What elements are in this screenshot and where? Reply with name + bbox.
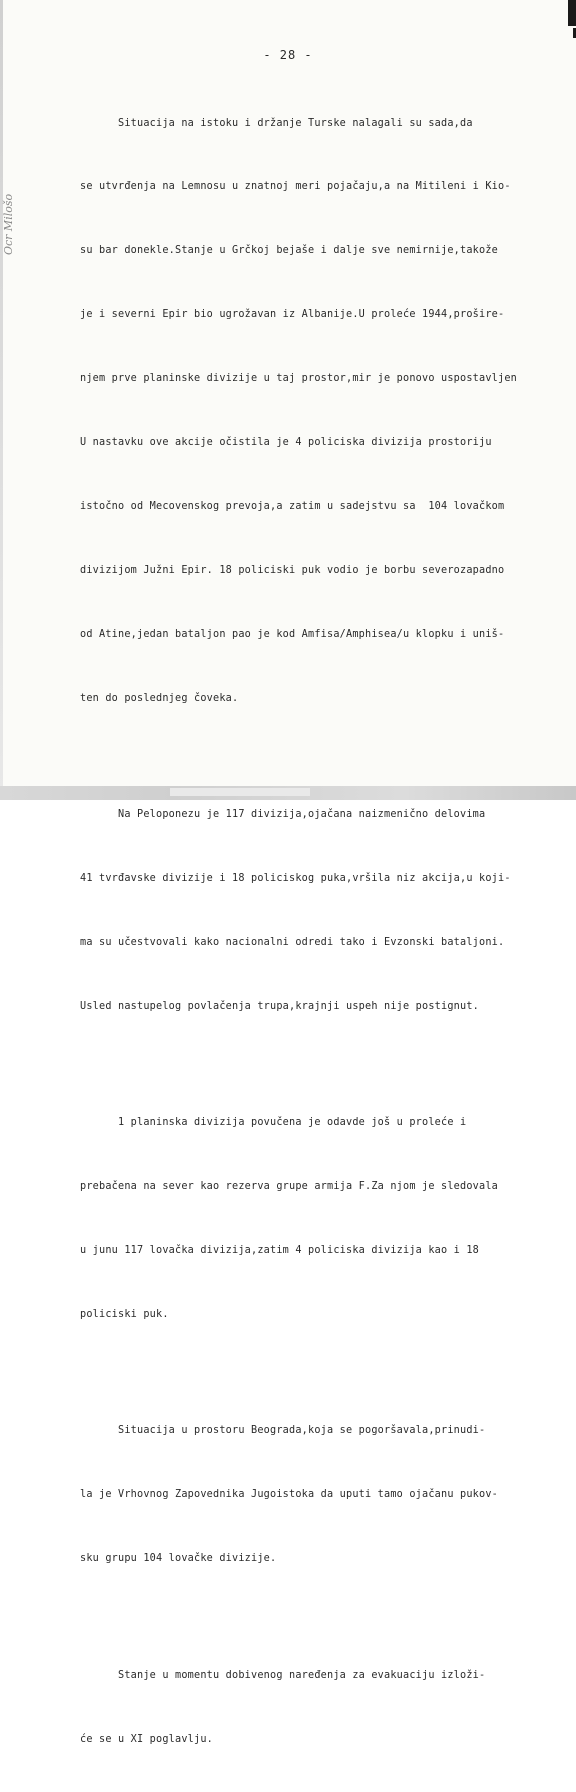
margin-note: Ocr Milošo	[2, 193, 15, 255]
text-line: Stanje u momentu dobivenog naređenja za evakuaciju izloži-	[80, 1669, 486, 1681]
text-line: 1 planinska divizija povučena je odavde još u proleće i	[80, 1117, 467, 1129]
text-line: Na Peloponezu je 117 divizija,ojačana naizmenično delovima	[80, 809, 486, 821]
text-line: su bar donekle.Stanje u Grčkoj bejaše i dalje sve nemirnije,takože	[80, 245, 499, 257]
text-line: njem prve planinske divizije u taj prostor,mir je ponovo uspostavljen	[80, 373, 518, 385]
text-line: sku grupu 104 lovačke divizije.	[80, 1553, 277, 1565]
text-line: Situacija na istoku i držanje Turske nalagali su sada,da	[80, 117, 473, 129]
text-line: Situacija u prostoru Beograda,koja se pogoršavala,prinudi-	[80, 1425, 486, 1437]
text-line: od Atine,jedan bataljon pao je kod Amfisa/Amphisea/u klopku i uniš-	[80, 628, 505, 640]
text-line: ma su učestvovali kako nacionalni odredi tako i Evzonski bataljoni.	[80, 936, 505, 948]
page-left-edge	[0, 0, 3, 800]
paragraph-gap	[80, 1612, 550, 1622]
paragraph-gap	[80, 752, 550, 762]
text-line: divizijom Južni Epir. 18 policiski puk vodio je borbu severozapadno	[80, 564, 505, 576]
paragraph-gap	[80, 1368, 550, 1378]
text-line: se utvrđenja na Lemnosu u znatnoj meri pojačaju,a na Mitileni i Kio-	[80, 181, 511, 193]
text-line: la je Vrhovnog Zapovednika Jugoistoka da uputi tamo ojačanu pukov-	[80, 1489, 499, 1501]
page-bottom-edge	[0, 786, 576, 800]
text-line: prebačena na sever kao rezerva grupe armija F.Za njom je sledovala	[80, 1181, 499, 1193]
text-line: istočno od Mecovenskog prevoja,a zatim u sadejstvu sa 104 lovačkom	[80, 500, 505, 512]
body-text	[80, 70, 550, 1792]
page-number: - 28 -	[263, 48, 313, 62]
text-line: je i severni Epir bio ugrožavan iz Albanije.U proleće 1944,prošire-	[80, 309, 505, 321]
paragraph-gap	[80, 1060, 550, 1070]
corner-mark	[568, 0, 576, 26]
text-line: u junu 117 lovačka divizija,zatim 4 policiska divizija kao i 18	[80, 1245, 480, 1257]
text-line: policiski puk.	[80, 1308, 169, 1320]
text-line: će se u XI poglavlju.	[80, 1733, 214, 1745]
text-line: U nastavku ove akcije očistila je 4 policiska divizija prostoriju	[80, 437, 492, 449]
text-line: Usled nastupelog povlačenja trupa,krajnji uspeh nije postignut.	[80, 1000, 480, 1012]
text-line: ten do poslednjeg čoveka.	[80, 692, 239, 704]
text-line: 41 tvrđavske divizije i 18 policiskog puka,vršila niz akcija,u koji-	[80, 872, 511, 884]
